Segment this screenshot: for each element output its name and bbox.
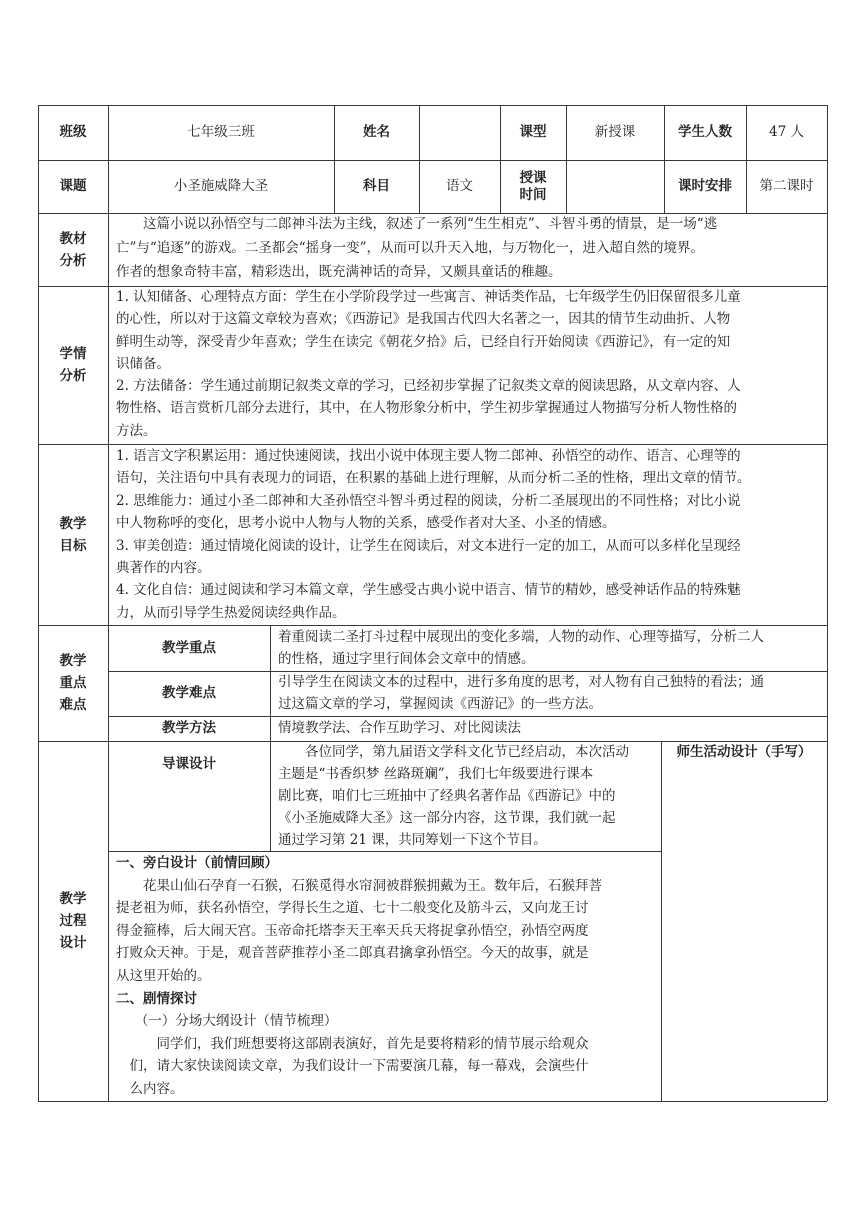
students-label <box>38 286 108 444</box>
border-right <box>827 105 828 1101</box>
section2-line: 么内容。 <box>129 1080 184 1097</box>
method-label: 教学方法 <box>162 720 216 736</box>
topic-value: 小圣施威降大圣 <box>173 178 269 194</box>
border-side-col <box>661 741 662 1101</box>
keypoints-label-line3: 难点 <box>59 697 87 713</box>
goals-line: 2. 思维能力：通过小圣二郎神和大圣孙悟空斗智斗勇过程的阅读，分析二圣展现出的不同性格；对比小说 <box>116 492 741 509</box>
class-value: 七年级三班 <box>187 124 255 140</box>
name-value <box>419 105 500 160</box>
subject-label: 科目 <box>363 178 390 194</box>
intro-label: 导课设计 <box>162 755 216 772</box>
section1-line: 得金箍棒，后大闹天宫。玉帝命托塔李天王率天兵天将捉拿孙悟空，孙悟空两度 <box>116 922 589 939</box>
intro-content <box>278 741 656 851</box>
students-line: 1. 认知储备、心理特点方面：学生在小学阶段学过一些寓言、神话类作品，七年级学生仍旧保留很多儿童 <box>116 289 741 305</box>
textbook-label <box>38 213 108 286</box>
textbook-line: 亡”与“追逐”的游戏。二圣都会“摇身一变”，从而可以升天入地，与万物化一，进入超自然的境界。 <box>116 239 705 256</box>
count-value: 47 人 <box>769 124 804 140</box>
students-label-line2: 分析 <box>59 368 87 384</box>
type-label: 课型 <box>519 124 547 140</box>
intro-line: 通过学习第 21 课，共同筹划一下这个节目。 <box>278 832 547 848</box>
process-label <box>38 741 108 1101</box>
keypoints-label <box>38 625 108 741</box>
border-bottom <box>38 1101 827 1102</box>
section1-line: 提老祖为师，获名孙悟空，学得长生之道、七十二般变化及筋斗云，又向龙王讨 <box>116 900 589 917</box>
section2-line: 同学们，我们班想要将这部剧表演好，首先是要将精彩的情节展示给观众 <box>156 1035 589 1052</box>
section2-line: 们，请大家快读阅读文章，为我们设计一下需要演几幕，每一幕戏，会演些什 <box>129 1058 589 1075</box>
goals-line: 典著作的内容。 <box>116 560 211 577</box>
textbook-analysis <box>116 213 822 284</box>
schedule-value: 第二课时 <box>759 178 814 194</box>
process-label-line2: 过程 <box>59 913 87 929</box>
keypoints-label-line1: 教学 <box>59 653 87 669</box>
students-label-line1: 学情 <box>59 346 87 362</box>
section2-title: 二、剧情探讨 <box>116 990 197 1007</box>
students-line: 识储备。 <box>116 355 170 372</box>
process-label-line3: 设计 <box>59 935 87 951</box>
intro-line: 剧比赛，咱们七三班抽中了经典名著作品《西游记》中的 <box>278 788 616 804</box>
intro-line: 各位同学，第九届语文学科文化节已经启动，本次活动 <box>305 744 629 760</box>
textbook-label-line2: 分析 <box>59 252 87 269</box>
section1-line: 打败众天神。于是，观音菩萨推荐小圣二郎真君擒拿孙悟空。今天的故事，就是 <box>116 945 589 962</box>
goals-line: 3. 审美创造：通过情境化阅读的设计，让学生在阅读后，对文本进行一定的加工，从而可以多样化呈现经 <box>116 537 741 554</box>
focus-content <box>278 626 824 670</box>
goals-line: 中人物称呼的变化，思考小说中人物与人物的关系，感受作者对大圣、小圣的情感。 <box>116 515 616 532</box>
process-label-line1: 教学 <box>59 891 87 907</box>
difficulty-line: 过这篇文章的学习，掌握阅读《西游记》的一些方法。 <box>278 696 602 712</box>
intro-line: 主题是“书香织梦 丝路斑斓”，我们七年级要进行课本 <box>278 766 594 782</box>
schedule-label: 课时安排 <box>678 178 732 194</box>
name-label: 姓名 <box>363 124 390 140</box>
section1-line: 花果山仙石孕育一石猴，石猴觅得水帘洞被群猴拥戴为王。数年后，石猴拜菩 <box>143 877 602 894</box>
section2-subtitle: （一）分场大纲设计（情节梳理） <box>134 1013 338 1030</box>
goals-label-line1: 教学 <box>59 515 87 532</box>
goals-line: 力，从而引导学生热爱阅读经典作品。 <box>116 604 346 621</box>
border-intro-col <box>270 741 271 851</box>
students-line: 鲜明生动等，深受青少年喜欢；学生在读完《朝花夕拾》后，已经自行开始阅读《西游记》，有一定的知 <box>116 333 731 350</box>
focus-label: 教学重点 <box>162 639 216 656</box>
focus-line: 着重阅读二圣打斗过程中展现出的变化多端，人物的动作、心理等描写，分析二人 <box>278 629 764 645</box>
students-line: 物性格、语言赏析几部分去进行，其中，在人物形象分析中，学生初步掌握通过人物描写分析人物性格的 <box>116 400 737 417</box>
difficulty-line: 引导学生在阅读文本的过程中，进行多角度的思考，对人物有自己独特的看法；通 <box>278 674 764 690</box>
section1-line: 从这里开始的。 <box>116 967 211 984</box>
count-label: 学生人数 <box>678 124 732 140</box>
keypoints-label-line2: 重点 <box>59 675 87 691</box>
section1-title: 一、旁白设计（前情回顾） <box>116 855 278 871</box>
method-value: 情境教学法、合作互助学习、对比阅读法 <box>278 720 521 736</box>
focus-line: 的性格，通过字里行间体会文章中的情感。 <box>278 651 535 667</box>
process-body <box>116 852 656 1101</box>
topic-label: 课题 <box>59 178 87 194</box>
time-label-line1: 授课 <box>519 169 547 186</box>
teaching-goals <box>116 445 822 624</box>
goals-line: 4. 文化自信：通过阅读和学习本篇文章，学生感受古典小说中语言、情节的精妙，感受神话作品的特殊魅 <box>116 582 741 599</box>
textbook-line: 这篇小说以孙悟空与二郎神斗法为主线，叙述了一系列“生生相克”、斗智斗勇的情景，是一场“逃 <box>143 216 718 232</box>
intro-line: 《小圣施威降大圣》这一部分内容，这节课，我们就一起 <box>278 810 616 826</box>
time-value <box>566 160 664 213</box>
students-line: 方法。 <box>116 422 157 439</box>
students-analysis <box>116 286 822 442</box>
difficulty-label: 教学难点 <box>162 685 216 701</box>
class-label: 班级 <box>59 124 87 140</box>
side-label: 师生活动设计（手写） <box>676 743 812 760</box>
goals-line: 语句，关注语句中具有表现力的词语，在积累的基础上进行理解，从而分析二圣的性格，理出文章的情节。 <box>116 470 751 487</box>
students-line: 的心性，所以对于这篇文章较为喜欢；《西游记》是我国古代四大名著之一，因其的情节生动曲折、人物 <box>116 311 731 328</box>
subject-value: 语文 <box>446 178 473 194</box>
textbook-line: 作者的想象奇特丰富，精彩迭出，既充满神话的奇异，又颇具童话的稚趣。 <box>116 263 562 280</box>
border-key-col <box>270 625 271 741</box>
goals-label-line2: 目标 <box>59 537 87 554</box>
goals-line: 1. 语言文字积累运用：通过快速阅读，找出小说中体现主要人物二郎神、孙悟空的动作、语言、心理等的 <box>116 448 741 464</box>
textbook-label-line1: 教材 <box>59 230 87 247</box>
time-label <box>500 160 566 213</box>
time-label-line2: 时间 <box>519 186 547 203</box>
border-label-col <box>108 105 109 1101</box>
type-value: 新授课 <box>594 124 636 140</box>
students-line: 2. 方法储备：学生通过前期记叙类文章的学习，已经初步掌握了记叙类文章的阅读思路，从文章内容、人 <box>116 378 741 395</box>
difficulty-content <box>278 671 824 715</box>
goals-label <box>38 444 108 625</box>
